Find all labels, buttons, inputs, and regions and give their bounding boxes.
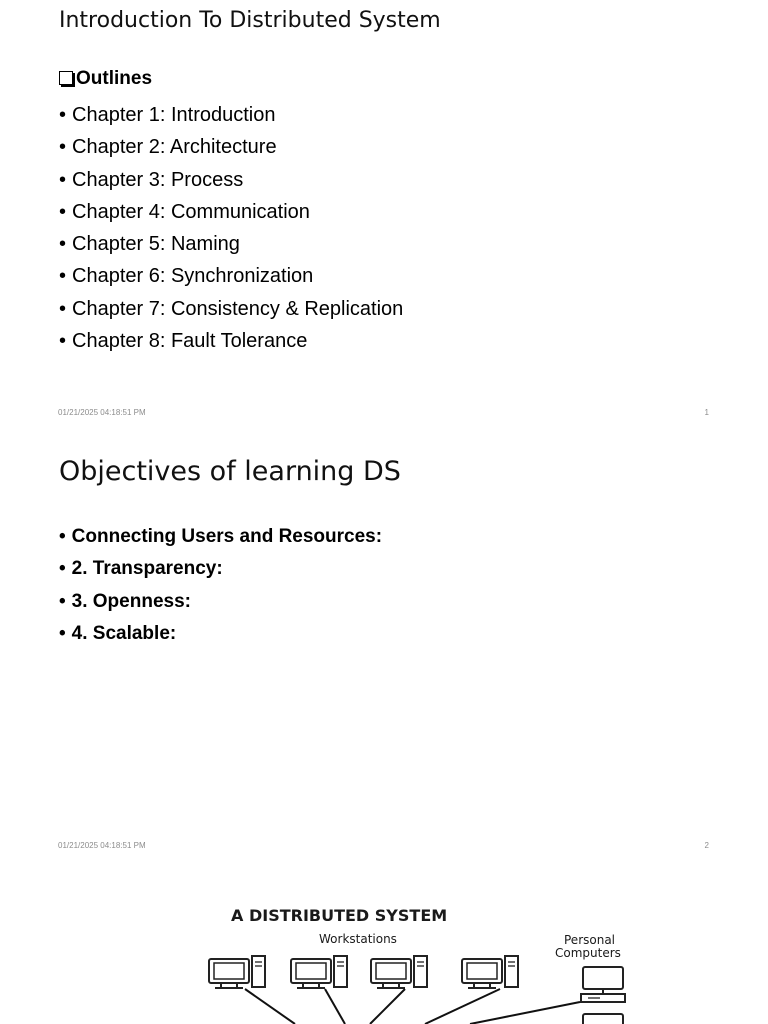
list-item: • Chapter 1: Introduction [59, 99, 403, 131]
list-item: • 4. Scalable: [59, 618, 382, 650]
personal-computer-icon [581, 967, 625, 1002]
slide-title: Introduction To Distributed System [59, 8, 441, 33]
workstation-icon [462, 956, 518, 988]
list-item: • Chapter 5: Naming [59, 228, 403, 260]
distributed-system-diagram [200, 896, 680, 1024]
pc-label-line-2: Computers [555, 946, 621, 960]
list-item: • 2. Transparency: [59, 553, 382, 585]
workstation-icon [371, 956, 427, 988]
diagram-title: A DISTRIBUTED SYSTEM [231, 906, 448, 925]
slide-date: 01/21/2025 04:18:51 PM [58, 841, 146, 850]
workstation-icon [209, 956, 265, 988]
pc-label-line-1: Personal [564, 933, 616, 947]
list-item: • Chapter 4: Communication [59, 196, 403, 228]
list-item: • Chapter 6: Synchronization [59, 260, 403, 292]
list-item: • Chapter 8: Fault Tolerance [59, 325, 403, 357]
slide-date: 01/21/2025 04:18:51 PM [58, 408, 146, 417]
list-item: • Chapter 2: Architecture [59, 131, 403, 163]
page-number: 1 [704, 408, 709, 417]
list-item: • Chapter 3: Process [59, 164, 403, 196]
list-item: • Chapter 7: Consistency & Replication [59, 293, 403, 325]
workstations-label: Workstations [319, 932, 397, 946]
list-item: • 3. Openness: [59, 586, 382, 618]
personal-computer-icon [583, 1014, 623, 1024]
page-number: 2 [704, 841, 709, 850]
slide-title: Objectives of learning DS [59, 456, 401, 487]
outline-heading-label: Outlines [76, 68, 153, 89]
objectives-list [59, 521, 382, 650]
workstation-icon [291, 956, 347, 988]
list-item: • Connecting Users and Resources: [59, 521, 382, 553]
network-links [245, 989, 580, 1024]
